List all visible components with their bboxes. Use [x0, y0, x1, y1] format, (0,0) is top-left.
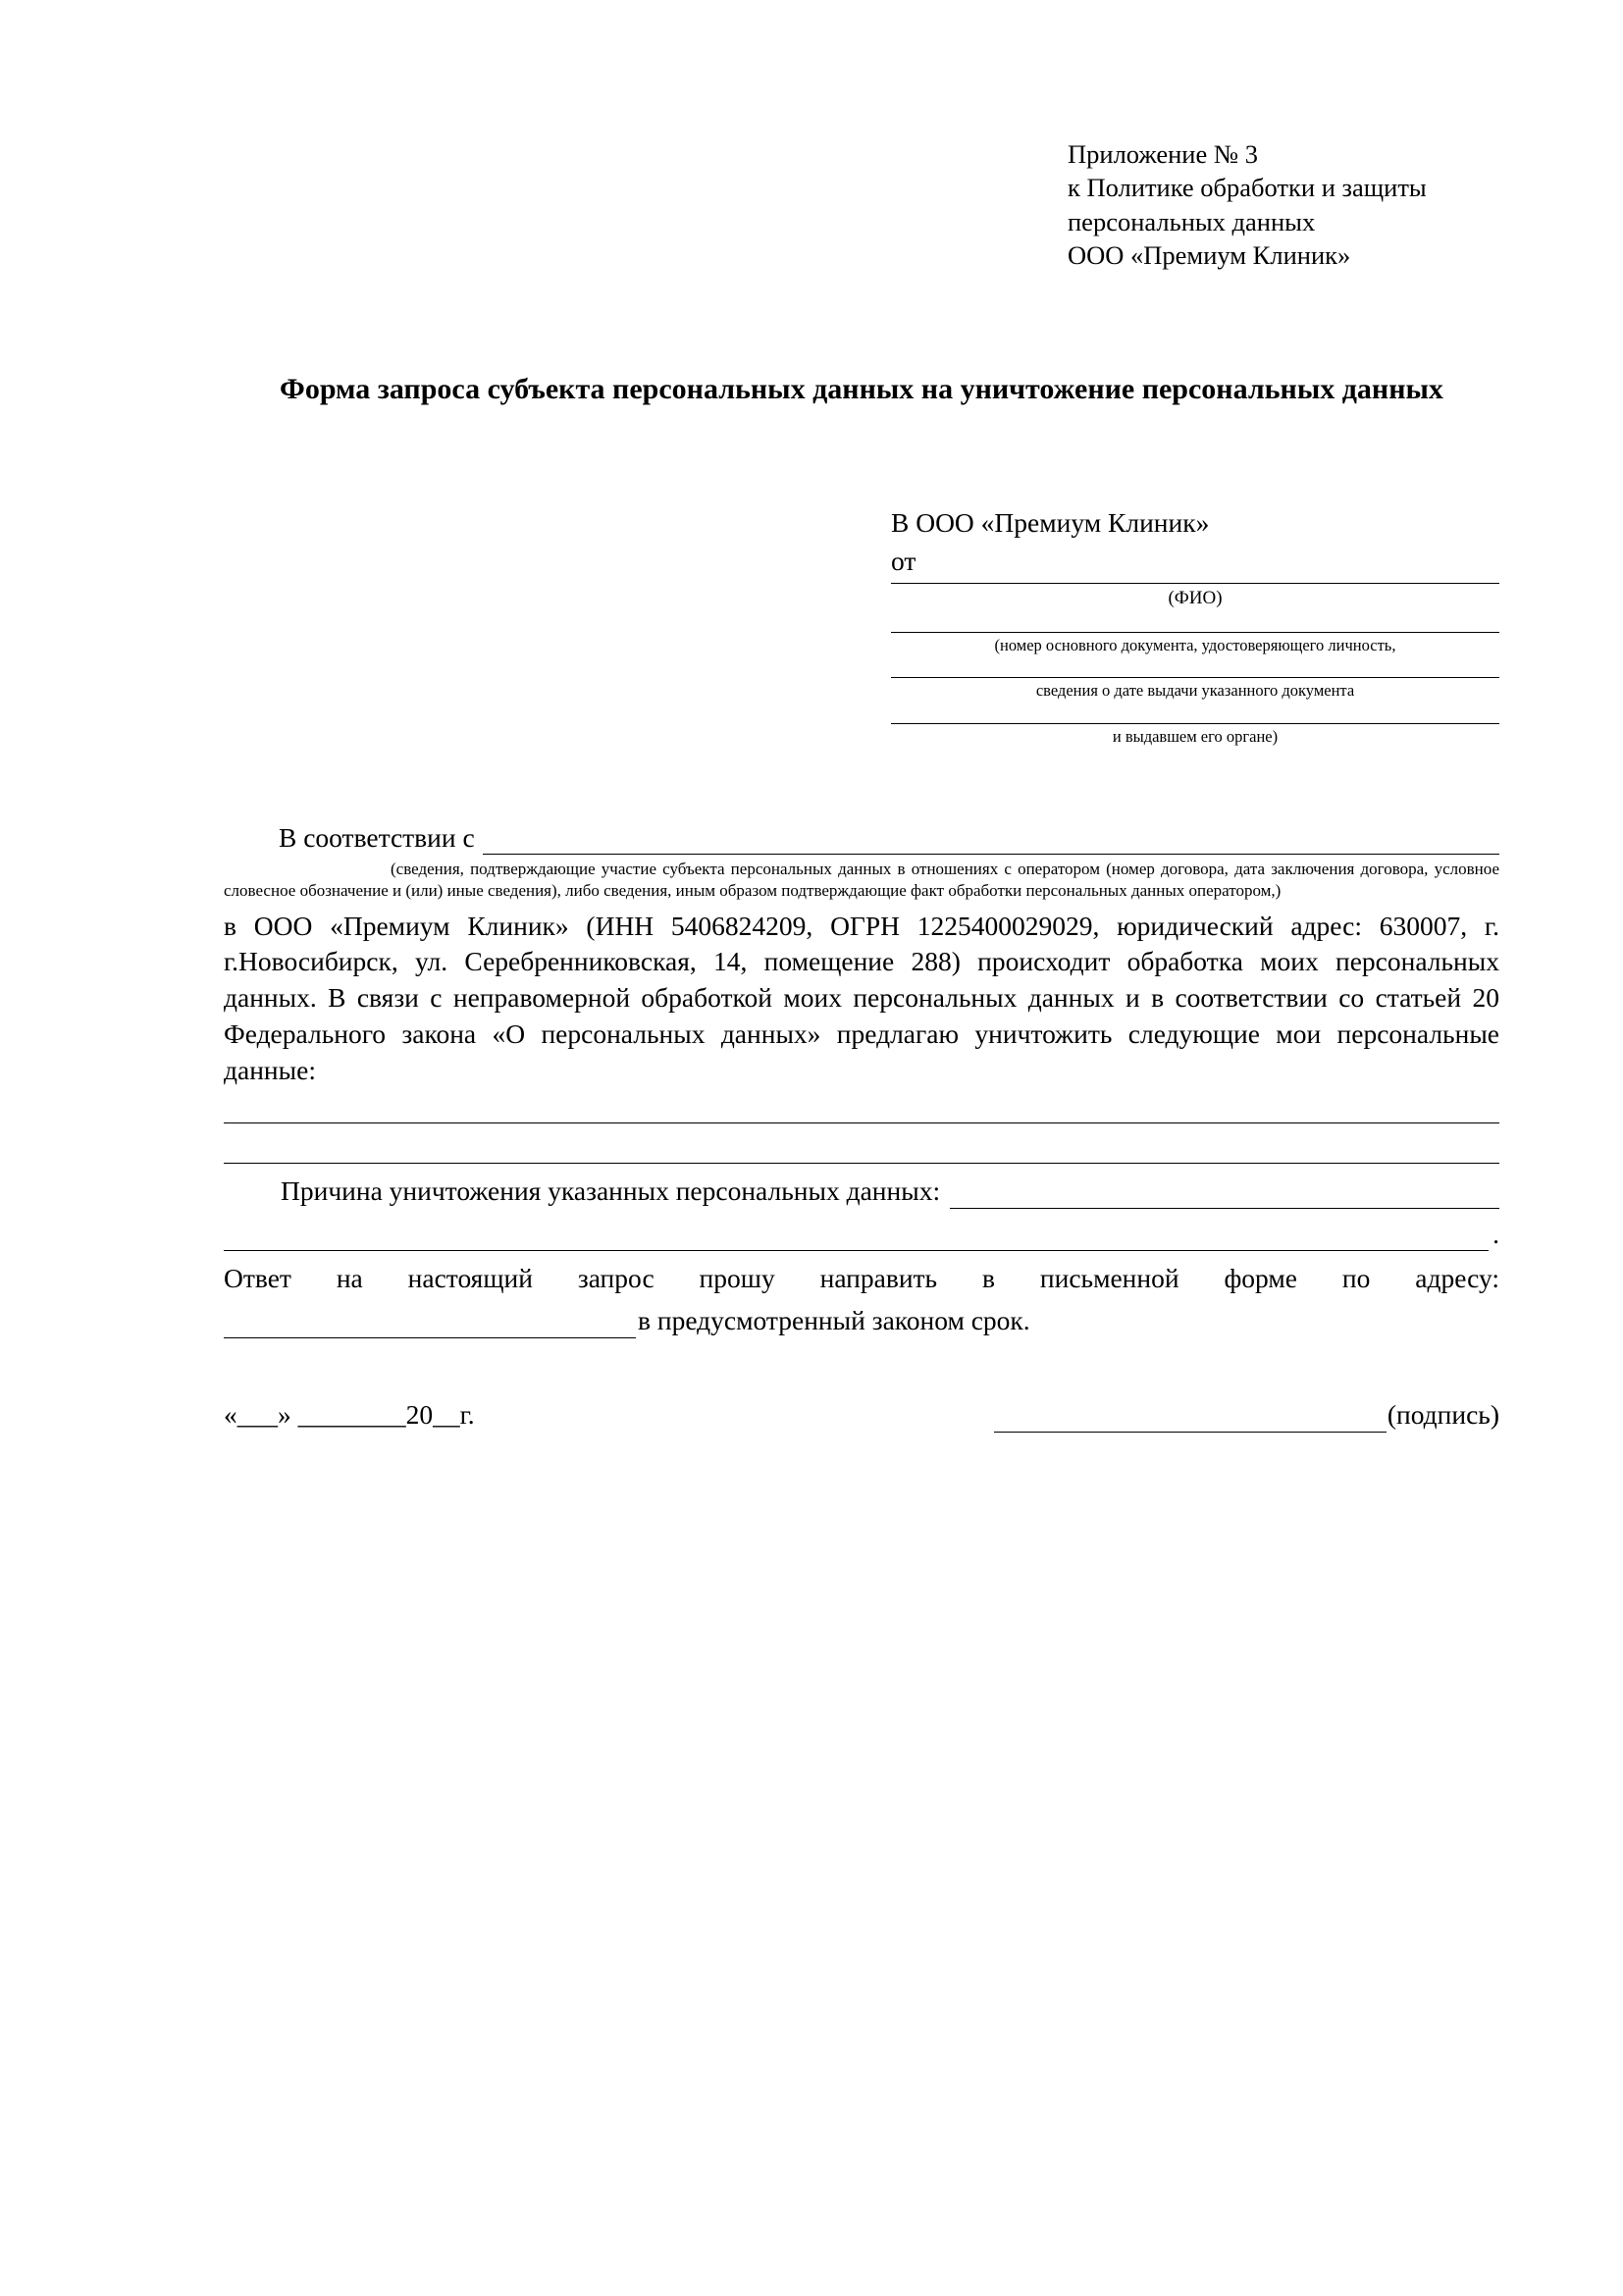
reason-fill-line-2[interactable]	[224, 1225, 1489, 1251]
reason-fill-line-1[interactable]	[950, 1182, 1499, 1209]
addressee-from-label: от	[891, 545, 916, 576]
appendix-line-3: персональных данных	[1068, 206, 1316, 236]
caption-doc-date: сведения о дате выдачи указанного документа	[1035, 681, 1355, 701]
fio-fill-line[interactable]	[891, 583, 1499, 584]
accordance-fill-line[interactable]	[483, 828, 1499, 855]
signature-label: (подпись)	[1387, 1398, 1499, 1430]
reason-row-2	[224, 1217, 1499, 1252]
addressee-organization: В ООО «Премиум Клиник»	[891, 506, 1210, 538]
answer-paragraph: Ответ на настоящий запрос прошу направить в письменной форме по адресу:	[224, 1263, 1499, 1294]
signature-fill-line[interactable]	[994, 1406, 1387, 1433]
accordance-explanation	[224, 859, 1499, 902]
appendix-line-4: ООО «Премиум Клиник»	[1068, 240, 1351, 271]
caption-doc-issuer: и выдавшем его органе)	[1112, 727, 1279, 746]
answer-address-fill-line[interactable]	[224, 1312, 636, 1338]
caption-fio: (ФИО)	[1168, 588, 1223, 608]
reason-row	[224, 1174, 1499, 1209]
appendix-line-2: к Политике обработки и защиты	[1068, 173, 1427, 203]
reason-end-punct: .	[1492, 1218, 1499, 1249]
doc-number-fill-line[interactable]	[891, 632, 1499, 633]
accordance-row	[224, 820, 1499, 856]
accordance-lead: В соответствии с	[279, 821, 475, 853]
document-content	[224, 137, 1499, 1433]
appendix-line-1: Приложение № 3	[1068, 139, 1259, 169]
reason-lead: Причина уничтожения указанных персональных данных:	[281, 1174, 941, 1206]
addressee-block	[891, 504, 1499, 748]
doc-issuer-fill-line[interactable]	[891, 723, 1499, 724]
answer-address-tail: в предусмотренный законом срок.	[638, 1305, 1030, 1336]
caption-doc-number: (номер основного документа, удостоверяющего личность,	[994, 635, 1396, 654]
document-title: Форма запроса субъекта персональных данных на уничтожение персональных данных	[280, 372, 1443, 405]
signature-row	[224, 1397, 1499, 1433]
main-paragraph: в ООО «Премиум Клиник» (ИНН 5406824209, ОГРН 1225400029029, юридический адрес: 630007, г. г.Новосибирск, ул. Серебренниковская, 14, помещение 288) происходит обработка моих персональных данных. В связи с неправомерной обработкой моих персональных данных и в соответствии со статьей 20 Федерального закона «О персональных данных» предлагаю уничтожить следующие мои персональные данные:	[224, 910, 1499, 1085]
appendix-header	[1068, 137, 1499, 273]
doc-date-fill-line[interactable]	[891, 677, 1499, 678]
data-fill-line-2[interactable]	[224, 1163, 1499, 1164]
body-section	[224, 820, 1499, 1433]
answer-address-row	[224, 1303, 1499, 1338]
data-fill-line-1[interactable]	[224, 1122, 1499, 1123]
date-line[interactable]: «___» ________20__г.	[224, 1398, 475, 1430]
accordance-explanation-text: (сведения, подтверждающие участие субъекта персональных данных в отношениях с оператором (номер договора, дата заключения договора, условное словесное обозначение и (или) иные сведения), либо сведения, иным образом подтверждающие факт обработки персональных данных оператором,)	[224, 860, 1499, 901]
